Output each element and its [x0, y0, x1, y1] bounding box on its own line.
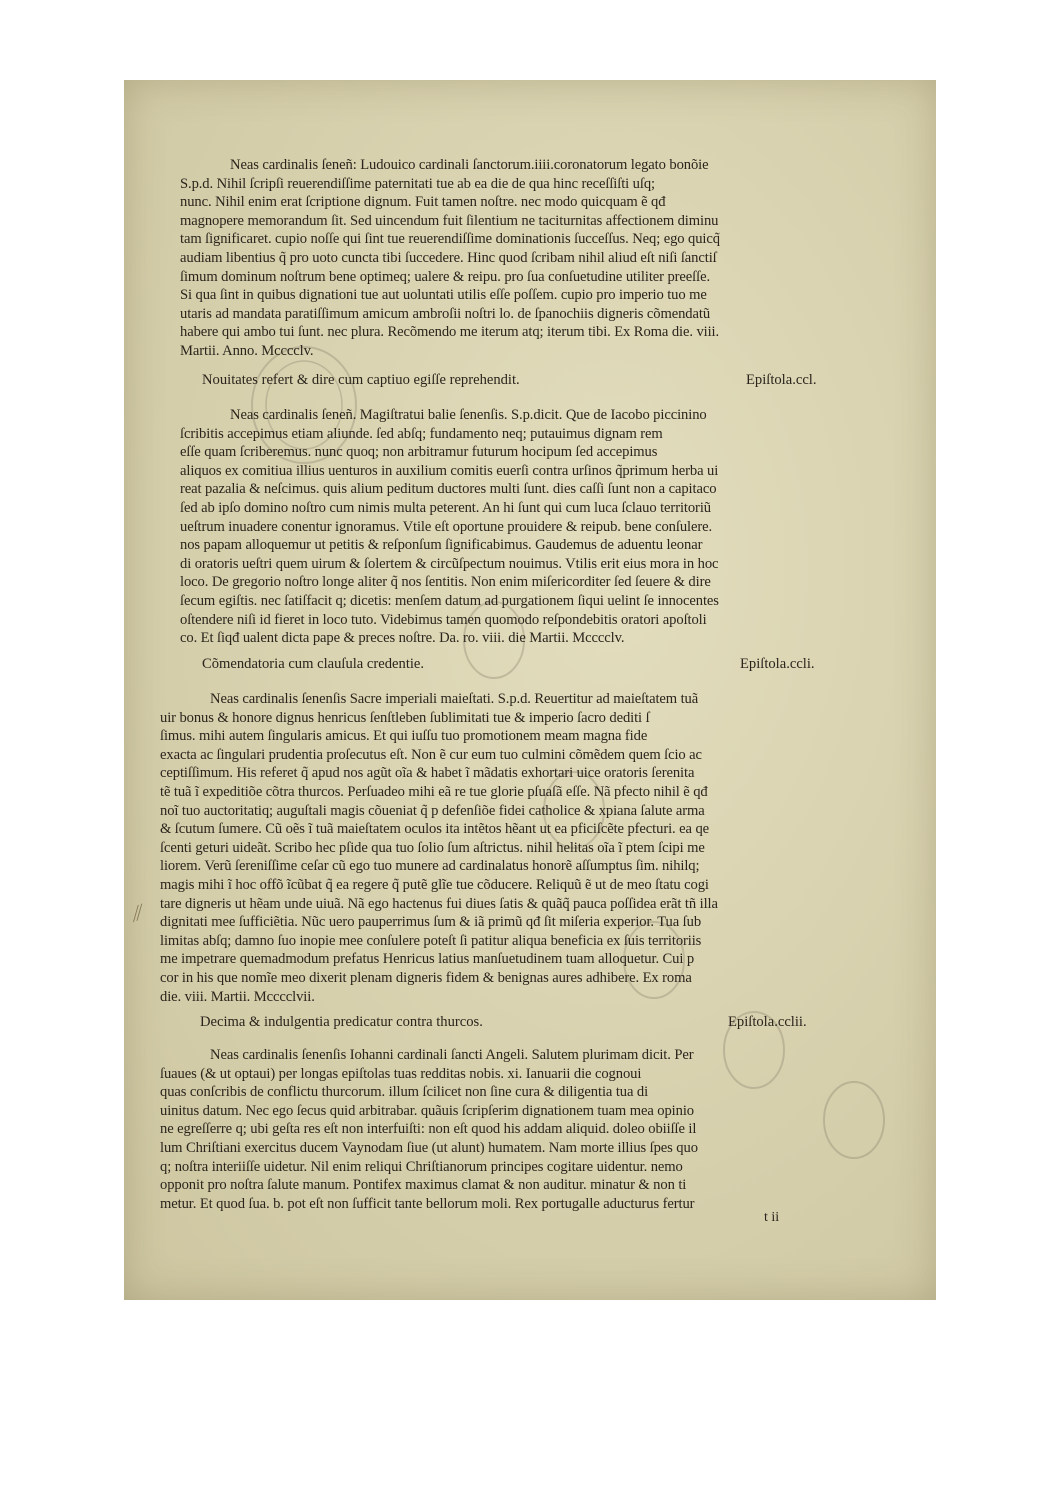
book-page [124, 80, 936, 1300]
text-line: tẽ tuã ĩ expeditiõe cõtra thurcos. Perſuadeo mihi eã re tue glorie pſuaſã eſſe. Nã pfecto nihil ẽ qđ [160, 783, 708, 800]
letter-2-summary: Nouitates refert & dire cum captiuo egiſſe reprehendit. [202, 372, 520, 388]
text-line: loco. De gregorio noſtro longe aliter q̃ nos ſentitis. Non enim miſericorditer ſed ſeuere & dire [180, 574, 711, 591]
letter-3 [160, 690, 718, 1006]
text-line: Neas cardinalis ſeneñ: Ludouico cardinali ſanctorum.iiii.coronatorum legato bonõie [230, 157, 709, 173]
text-line: q; noſtra interiiſſe uidetur. Nil enim reliqui Chriſtianorum principes cogitare uidentur. nemo [160, 1158, 683, 1175]
text-line: S.p.d. Nihil ſcripſi reuerendiſſime paternitati tue ab ea die de qua hinc receſſiſti uſq; [180, 175, 655, 192]
text-line: ſuaues (& ut optaui) per longas epiſtolas tuas redditas nobis. xi. Ianuarii die cognoui [160, 1065, 642, 1082]
text-line: ſecum egiſtis. nec ſatiſfacit q; dicetis: menſem datum ad purgationem ſiqui uelint ſe innocentes [180, 592, 719, 609]
letter-3-summary: Cõmendatoria cum clauſula credentie. [202, 656, 425, 672]
letter-1 [180, 156, 720, 361]
text-line: ſimum dominum noſtrum bene optimeq; ualere & reipu. pro ſua conſuetudine utiliter preeſſe. [180, 268, 711, 285]
text-line: Martii. Anno. Mcccclv. [180, 342, 314, 359]
text-line: magnopere memorandum ſit. Sed uincendum fuit ſilentium ne taciturnitas affectionem diminu [180, 212, 719, 229]
text-line: uir bonus & honore dignus henricus ſenſtleben ſublimitati tue & imperio ſacro dediti ſ [160, 709, 650, 726]
text-line: aliquos ex comitiua illius uenturos in auxilium comitis euerſi contra urſinos q̃primum herba ui [180, 462, 719, 479]
letter-4-summary: Decima & indulgentia predicatur contra thurcos. [200, 1014, 483, 1030]
text-line: exacta ac ſingulari prudentia proſecutus eſt. Non ẽ cur eum tuo culmini cõmẽdem quem ſcio ac [160, 746, 702, 763]
text-line: ne egreſſerre q; ubi geſta res eſt non interfuiſti: non eſt quod his addam aliquid. doleo obiiſſe il [160, 1121, 697, 1138]
letter-4-number: Epiſtola.cclii. [728, 1014, 807, 1030]
text-line: dignitati mee ſufficiẽtia. Nũc uero pauperrimus ſum & iã primũ qđ ſit miſeria experior. Tua ſub [160, 914, 702, 931]
text-line: magis mihi ĩ hoc offõ ĩcũbat q̃ ea regere q̃ putẽ glĩe tue cõducere. Reliquũ ẽ ut de meo ſtatu cogi [160, 876, 709, 893]
text-line: Si qua ſint in quibus dignationi tue aut uoluntati utilis eſſe poſſem. cupio pro imperio tuo me [180, 287, 707, 304]
text-line: audiam libentius q̃ pro uoto cuncta tibi ſuccedere. Hinc quod ſcribam nihil aliud eſt niſi ſanctiſ [180, 249, 717, 266]
text-line: lum Chriſtiani exercitus ducem Vaynodam ſiue (ut alunt) humatem. Nam morte illius ſpes quo [160, 1139, 698, 1156]
text-line: di oratoris ueſtri quem uirum & ſolertem & circũſpectum nouimus. Vtilis erit eius mora in hoc [180, 555, 719, 572]
text-line: ſed ab ipſo domino noſtro cum nimis multa peterent. An hi ſunt qui cum luca ſclauo territoriũ [180, 499, 711, 516]
letter-2-number: Epiſtola.ccl. [746, 372, 817, 388]
text-line: oſtendere niſi id fieret in loco tuto. Videbimus tamen quomodo reſpondebitis oratori apoſtoli [180, 611, 707, 628]
text-line: tam ſignificaret. cupio noſſe qui ſint tue reuerendiſſime dominationis ſucceſſus. Neq; ego quicq̃ [180, 231, 720, 248]
margin-pen-mark: ⁄⁄ [129, 899, 146, 926]
text-line: opponit pro noſtra ſalute manum. Pontifex maximus clamat & non auditur. minatur & non ti [160, 1177, 687, 1194]
text-line: tare digneris ut hẽam unde uiuã. Nã ego hactenus fui diues ſatis & quãq̃ pauca poſſidea erãt tñ illa [160, 895, 718, 912]
letter-3-number: Epiſtola.ccli. [740, 656, 815, 672]
signature-mark: t ii [764, 1210, 780, 1225]
text-line: Neas cardinalis ſenenſis Sacre imperiali maieſtati. S.p.d. Reuertitur ad maieſtatem tuã [210, 691, 699, 707]
text-line: liorem. Verũ ſereniſſime ceſar cũ ego tuo munere ad cardinalatus honorẽ aſſumptus ſim. nihilq; [160, 858, 700, 875]
text-line: ſcribitis accepimus etiam aliunde. ſed abſq; fundamento neq; putauimus dignam rem [180, 425, 663, 442]
text-line: quas conſcribis de conflictu thurcorum. illum ſcilicet non ſine cura & diligentia tua di [160, 1084, 649, 1101]
letter-2 [180, 406, 719, 648]
text-line: ueſtrum inuadere conentur ignoramus. Vtile eſt oportune prouidere & reipub. bene conſulere. [180, 518, 713, 535]
text-line: ſimus. mihi autem ſingularis amicus. Et qui iuſſu tuo promotionem meam magna fide [160, 728, 648, 745]
text-line: & ſcutum ſumere. Cũ oẽs ĩ tuã maieſtatem oculos ita intẽtos hẽant ut ea pficiſcẽte pfecturi. ea qe [160, 821, 710, 838]
text-line: ceptiſſimum. His referet q̃ apud nos agũt oĩa & habet ĩ mãdatis exhortari uice oratoris ſerenita [160, 765, 695, 782]
text-line: uinitus datum. Nec ego ſecus quid arbitrabar. quãuis ſcripſerim dignationem tuam mea opinio [160, 1102, 694, 1119]
text-line: eſſe quam ſcriberemus. nunc quoq; non arbitramur futurum hocipum ſed accepimus [180, 444, 658, 461]
text-line: nos papam alloquemur ut petitis & reſponſum ſignificabimus. Gaudemus de aduentu leonar [180, 537, 703, 554]
text-line: Neas cardinalis ſeneñ. Magiſtratui balie ſenenſis. S.p.dicit. Que de Iacobo piccinino [230, 407, 707, 423]
text-line: limitas abſq; damno ſuo inopie mee conſulere poteſt ſi patitur aliqua beneficia ex ſuis territoriis [160, 932, 702, 949]
text-line: noĩ tuo auctoritatiq; auguſtali magis cõueniat q̃ p defenſiõe fidei catholice & xpiana ſalute arma [160, 802, 705, 819]
text-line: metur. Et quod ſua. b. pot eſt non ſufficit tante bellorum moli. Rex portugalle aducturus fertur [160, 1195, 695, 1212]
text-line: die. viii. Martii. Mcccclvii. [160, 988, 315, 1005]
text-line: nunc. Nihil enim erat ſcriptione dignum. Fuit tamen noſtre. nec modo quicquam ẽ qđ [180, 194, 666, 211]
text-line: reat pazalia & neſcimus. quis alium peditum ductores multi ſunt. dies caſſi ſunt non a capitaco [180, 481, 717, 498]
text-line: utaris ad mandata paratiſſimum amicum ambroſii noſtri lo. de ſpanochiis digneris cõmendatũ [180, 305, 711, 322]
text-line: ſcenti geturi uideãt. Scribo hec pſide qua tuo ſolio ſum aſtrictus. nihil helitas oĩa ĩ ptem ſcipi me [160, 839, 705, 856]
text-line: Neas cardinalis ſenenſis Iohanni cardinali ſancti Angeli. Salutem plurimam dicit. Per [210, 1047, 694, 1063]
text-line: co. Et ſiqđ ualent dicta pape & preces noſtre. Da. ro. viii. die Martii. Mcccclv. [180, 630, 625, 647]
letter-4 [160, 1046, 698, 1213]
text-line: me impetrare quemadmodum prefatus Henricus latius manſuetudinem tuam alloquetur. Cui p [160, 951, 695, 968]
text-line: cor in his que nomĩe meo dixerit plenam digneris fidem & benignas aures adhibere. Ex roma [160, 969, 692, 986]
text-line: habere qui ambo tui ſunt. nec plura. Recõmendo me iterum atq; iterum tibi. Ex Roma die. viii. [180, 324, 720, 341]
